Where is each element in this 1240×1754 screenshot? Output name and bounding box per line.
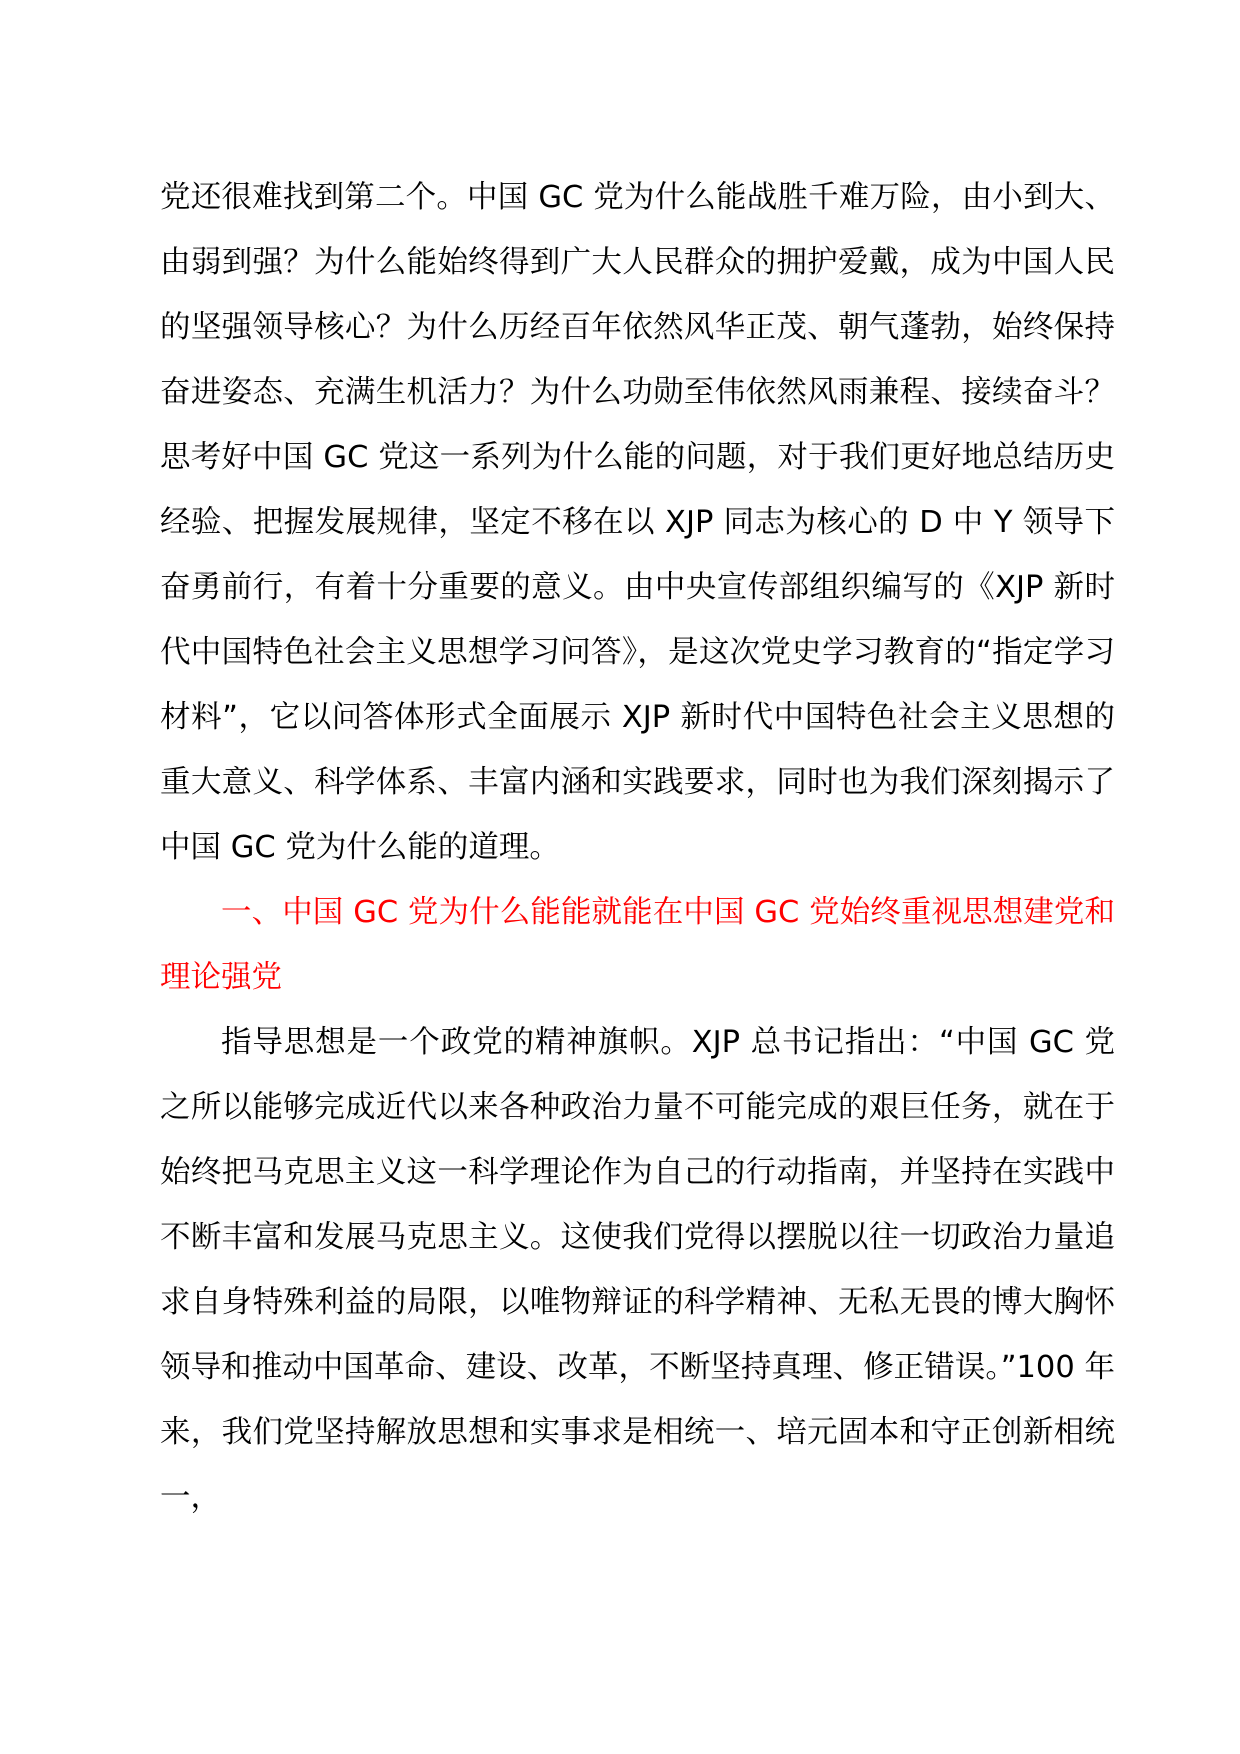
section-heading: 一、中国 GC 党为什么能能就能在中国 GC 党始终重视思想建党和理论强党	[160, 895, 1115, 995]
opening-paragraph: 党还很难找到第二个。中国 GC 党为什么能战胜千难万险，由小到大、由弱到强？为什么能始终得到广大人民群众的拥护爱戴，成为中国人民的坚强领导核心？为什么历经百年依然风华正茂、朝气蓬勃，始终保持奋进姿态、充满生机活力？为什么功勋至伟依然风雨兼程、接续奋斗？思考好中国 GC 党这一系列为什么能的问题，对于我们更好地总结历史经验、把握发展规律，坚定不移在以 XJP 同志为核心的 D 中 Y 领导下奋勇前行，有着十分重要的意义。由中央宣传部组织编写的《XJP 新时代中国特色社会主义思想学习问答》，是这次党史学习教育的“指定学习材料”，它以问答体形式全面展示 XJP 新时代中国特色社会主义思想的重大意义、科学体系、丰富内涵和实践要求，同时也为我们深刻揭示了中国 GC 党为什么能的道理。	[160, 180, 1115, 865]
section-paragraph: 指导思想是一个政党的精神旗帜。XJP 总书记指出：“中国 GC 党之所以能够完成近代以来各种政治力量不可能完成的艰巨任务，就在于始终把马克思主义这一科学理论作为自己的行动指南，并坚持在实践中不断丰富和发展马克思主义。这使我们党得以摆脱以往一切政治力量追求自身特殊利益的局限，以唯物辩证的科学精神、无私无畏的博大胸怀领导和推动中国革命、建设、改革，不断坚持真理、修正错误。”100 年来，我们党坚持解放思想和实事求是相统一、培元固本和守正创新相统一，	[160, 1025, 1115, 1515]
document-body	[160, 165, 1115, 1530]
